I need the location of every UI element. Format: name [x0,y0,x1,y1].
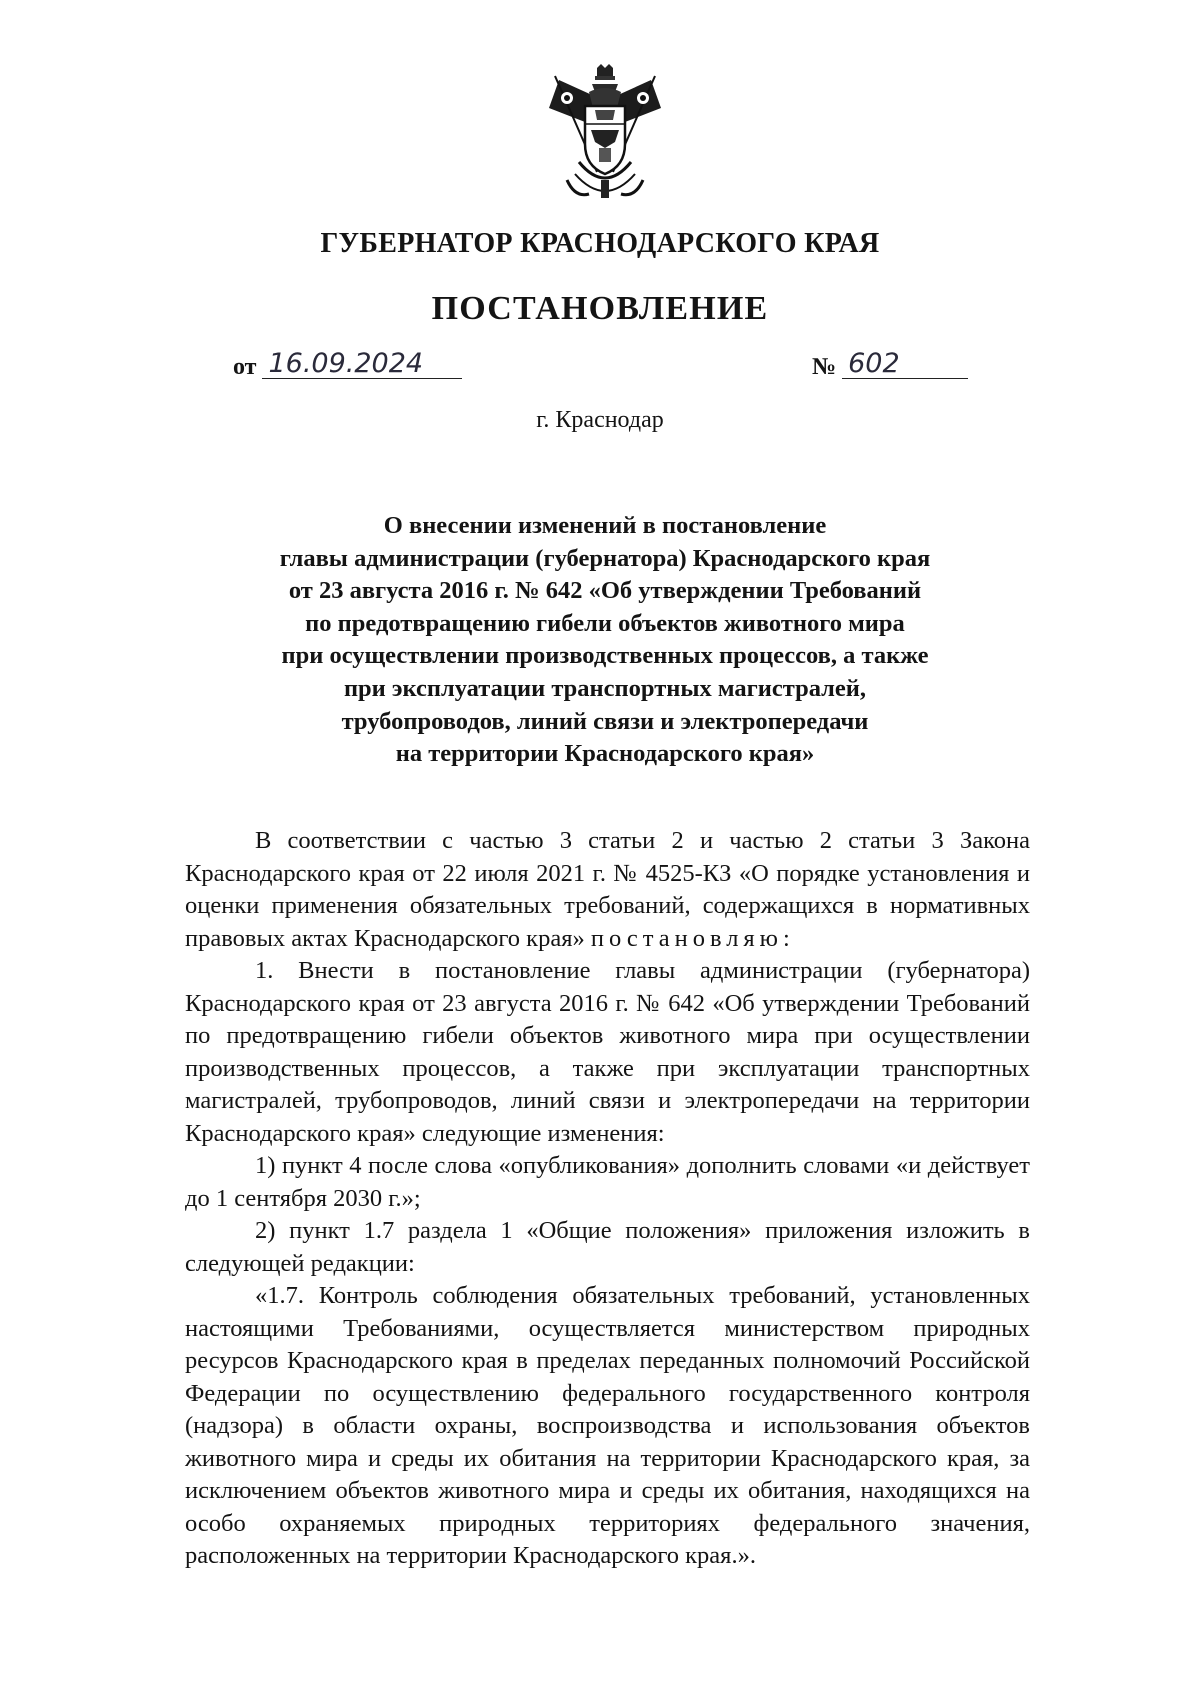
subject-line: на территории Краснодарского края» [395,740,815,768]
issuing-authority: ГУБЕРНАТОР КРАСНОДАРСКОГО КРАЯ [320,228,880,259]
subitem-1-paragraph: 1) пункт 4 после слова «опубликования» дополнить словами «и действует до 1 сентября 2030 г.»; [185,1152,1030,1212]
item-1-paragraph: 1. Внести в постановление главы администрации (губернатора) Краснодарского края от 23 августа 2016 г. № 642 «Об утверждении Требований по предотвращению гибели объектов животного мира при осуществлении производственных процессов, а также при эксплуатации транспортных магистралей, трубопроводов, линий связи и электропередачи на территории Краснодарского края» следующие изменения: [185,957,1030,1147]
document-type: ПОСТАНОВЛЕНИЕ [431,290,769,327]
subject-line: по предотвращению гибели объектов животного мира [305,609,905,637]
subject-line: при эксплуатации транспортных магистралей, [343,674,867,702]
krasnodar-coat-of-arms-icon [545,62,665,212]
date-prefix: от [233,354,257,380]
preamble-paragraph [185,825,1030,955]
preamble-text: В соответствии с частью 3 статьи 2 и частью 2 статьи 3 Закона Краснодарского края от 22 июля 2021 г. № 4525-КЗ «О порядке установления и оценки применения обязательных требований, содержащихся в нормативных правовых актах Краснодарского края» [185,827,1030,952]
subject-line: трубопроводов, линий связи и электропередачи [341,707,869,735]
resolve-word: постановляю: [590,924,795,952]
document-body [185,825,1030,1573]
subject-line: главы администрации (губернатора) Краснодарского края [279,544,931,572]
subitem-2-paragraph: 2) пункт 1.7 раздела 1 «Общие положения» приложения изложить в следующей редакции: [185,1217,1030,1277]
city: г. Краснодар [536,407,664,433]
document-subject [230,510,980,771]
number-row [812,348,968,381]
handwritten-number: 602 [842,350,968,379]
subject-line: при осуществлении производственных процессов, а также [281,642,929,670]
date-row [233,348,462,381]
subject-line: О внесении изменений в постановление [383,512,827,539]
number-prefix: № [812,354,837,380]
handwritten-date: 16.09.2024 [262,350,462,379]
subject-line: от 23 августа 2016 г. № 642 «Об утверждении Требований [288,577,922,605]
new-wording-paragraph: «1.7. Контроль соблюдения обязательных требований, установленных настоящими Требованиями, осуществляется министерством природных ресурсов Краснодарского края в пределах переданных полномочий Российской Федерации по осуществлению федерального государственного контроля (надзора) в области охраны, воспроизводства и использования объектов животного мира и среды их обитания на территории Краснодарского края, за исключением объектов животного мира и среды их обитания, находящихся на особо охраняемых природных территориях федерального значения, расположенных на территории Краснодарского края.». [185,1282,1030,1569]
